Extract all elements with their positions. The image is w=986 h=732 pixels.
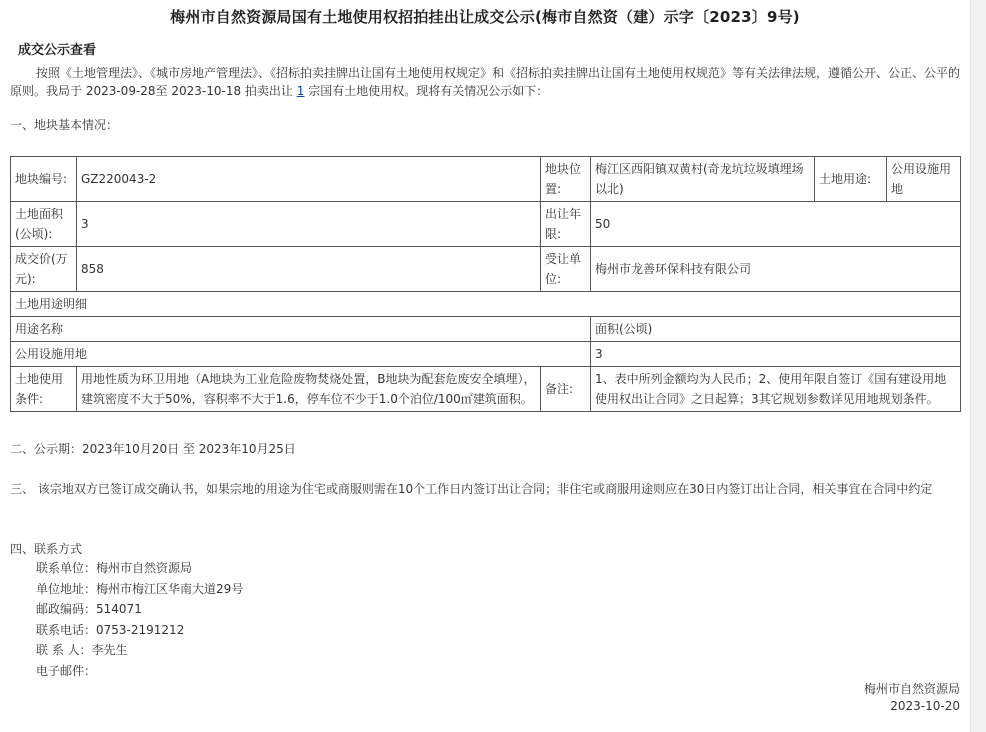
table-row	[11, 342, 961, 367]
contract-note: 三、 该宗地双方已签订成交确认书，如果宗地的用途为住宅或商服则需在10个工作日内签订出让合同；非住宅或商服用途则应在30日内签订出让合同，相关事宜在合同中约定	[10, 482, 933, 496]
section4-title: 四、联系方式	[10, 542, 83, 556]
contact-value: 514071	[96, 602, 142, 616]
contact-label: 联系单位：	[36, 561, 97, 575]
conditions-value: 用地性质为环卫用地（A地块为工业危险废物焚烧处置，B地块为配套危废安全填埋），建筑密度不大于50%，容积率不大于1.6，停车位不少于1.0个泊位/100㎡建筑面积。	[77, 367, 541, 412]
parcel-no-label: 地块编号:	[11, 157, 77, 202]
detail-header: 土地用途明细	[11, 292, 961, 317]
table-row	[11, 202, 961, 247]
intro-text-before: 按照《土地管理法》、《城市房地产管理法》、《招标拍卖挂牌出让国有土地使用权规定》和《招标拍卖挂牌出让国有土地使用权规范》等有关法律法规，遵循公开、公正、公平的原则。我局于 2023-09-28至 2023-10-18 拍卖出让	[10, 66, 961, 98]
contact-value: 李先生	[91, 643, 128, 657]
table-row	[11, 317, 961, 342]
intro-text-after: 宗国有土地使用权。现将有关情况公示如下：	[304, 84, 549, 98]
contact-row	[36, 640, 243, 661]
detail-row-name: 公用设施用地	[11, 342, 591, 367]
location-label: 地块位置:	[541, 157, 591, 202]
signature-date: 2023-10-20	[890, 699, 960, 713]
remarks-value: 1、表中所列金额均为人民币；2、使用年限自签订《国有建设用地使用权出让合同》之日起算；3其它规划参数详见用地规划条件。	[591, 367, 961, 412]
remarks-label: 备注:	[541, 367, 591, 412]
price-label: 成交价(万元):	[11, 247, 77, 292]
contact-label: 邮政编码：	[36, 602, 97, 616]
contact-value: 梅州市梅江区华南大道29号	[96, 581, 244, 596]
table-row	[11, 247, 961, 292]
parcel-no-value: GZ220043-2	[77, 157, 541, 202]
page-subtitle: 成交公示查看	[18, 43, 97, 58]
publicity-period: 二、公示期：2023年10月20日 至 2023年10月25日	[10, 442, 296, 456]
contact-label: 联 系 人：	[36, 643, 92, 657]
parcel-count-link[interactable]: 1	[296, 84, 305, 98]
conditions-label: 土地使用条件:	[11, 367, 77, 412]
contact-value: 0753-2191212	[96, 622, 185, 637]
detail-col-area: 面积(公顷)	[591, 317, 961, 342]
intro-paragraph	[10, 64, 960, 100]
parcel-table	[10, 156, 961, 412]
grantee-label: 受让单位:	[541, 247, 591, 292]
use-label: 土地用途:	[815, 157, 887, 202]
table-row	[11, 367, 961, 412]
contact-row	[36, 620, 243, 641]
page-title: 梅州市自然资源局国有土地使用权招拍挂出让成交公示(梅市自然资（建）示字〔2023〕9号)	[170, 8, 800, 26]
contact-value: 梅州市自然资源局	[96, 561, 193, 575]
use-value: 公用设施用地	[887, 157, 961, 202]
contact-row	[36, 599, 243, 620]
location-value: 梅江区西阳镇双黄村(奇龙坑垃圾填埋场以北)	[591, 157, 815, 202]
table-row	[11, 292, 961, 317]
signature-org: 梅州市自然资源局	[863, 682, 960, 696]
area-value: 3	[77, 202, 541, 247]
contact-label: 联系电话：	[36, 622, 97, 637]
detail-row-area: 3	[591, 342, 961, 367]
table-row	[11, 157, 961, 202]
area-label: 土地面积(公顷):	[11, 202, 77, 247]
contact-label: 电子邮件：	[36, 663, 97, 678]
contact-list	[36, 558, 243, 681]
contact-row	[36, 558, 243, 579]
term-value: 50	[591, 202, 961, 247]
term-label: 出让年限:	[541, 202, 591, 247]
contact-row	[36, 579, 243, 600]
contact-label: 单位地址：	[36, 581, 97, 596]
grantee-value: 梅州市龙善环保科技有限公司	[591, 247, 961, 292]
contact-row	[36, 661, 243, 682]
price-value: 858	[77, 247, 541, 292]
section1-title: 一、地块基本情况：	[10, 118, 119, 132]
detail-col-name: 用途名称	[11, 317, 591, 342]
scrollbar-track[interactable]	[970, 0, 986, 732]
